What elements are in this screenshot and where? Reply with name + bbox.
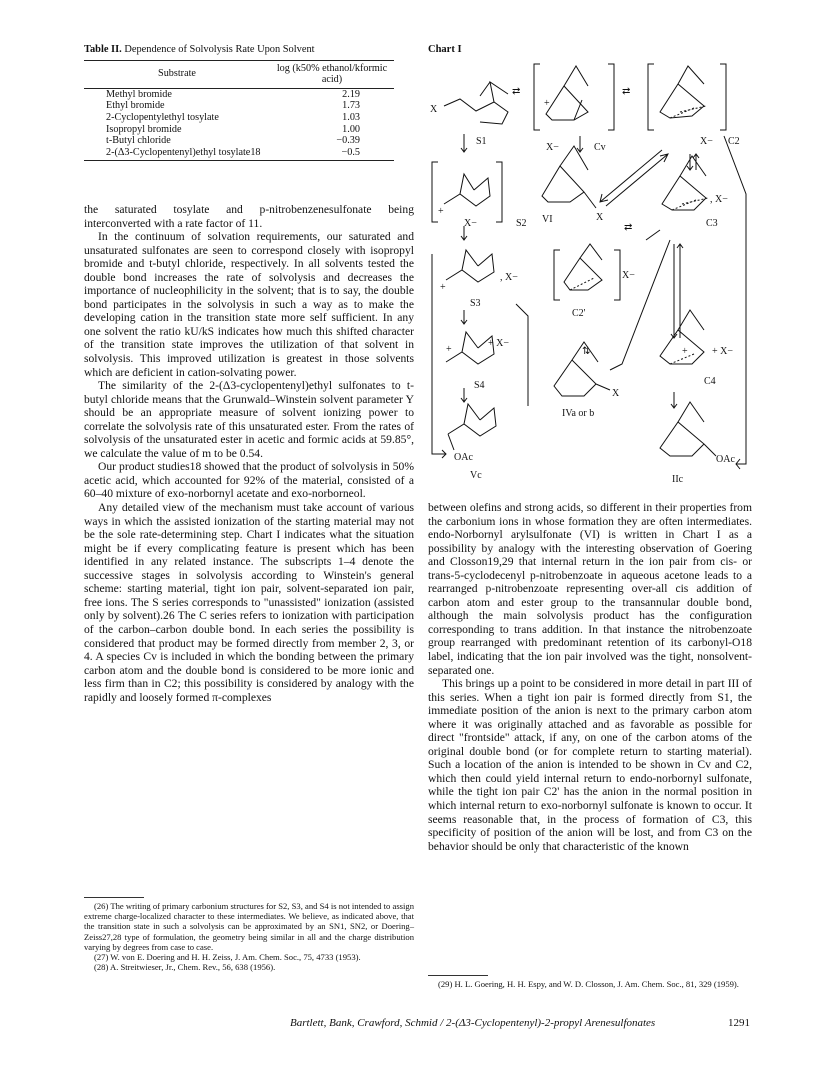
- footnotes-right: [428, 979, 752, 989]
- arrow-eq-c2p: ⇅: [582, 346, 591, 357]
- substrate-cell: Ethyl bromide: [106, 100, 165, 112]
- footnote-28: (28) A. Streitwieser, Jr., Chem. Rev., 56, 638 (1956).: [94, 962, 276, 973]
- structure-vi: [542, 146, 604, 225]
- structure-c3: [662, 156, 728, 229]
- right-paragraph-2: This brings up a point to be considered in more detail in part III of this series. When a tight ion pair is formed directly from S1, the immediate position of the anion is next to the primary carbon atom where it was originally attached and as favorable as possible for direct "frontside" attack, if any, on one of the carbon atoms of the original double bond (or for complete return to starting material). Such a location of the anion is intended to be shown in Cv and C2, which then could yield internal return to endo-norbornyl sulfonate, while the tight ion pair C2' has the anion in the normal position in which internal return to exo-norbornyl sulfonate is known to occur. It seems reasonable that, in the process of formation of C3, this specificity of position of the anion will be lost, and from C3 on the behavior should be only that characteristic of the known: [428, 677, 752, 853]
- label-xminus-c2: X−: [700, 136, 713, 147]
- label-s1: S1: [476, 136, 487, 147]
- label-iva: IVa or b: [562, 408, 595, 419]
- label-plus-s3: +: [440, 282, 446, 293]
- label-plus-s2: +: [438, 206, 444, 217]
- substrate-cell: Isopropyl bromide: [106, 123, 182, 135]
- label-plus-cv: +: [544, 98, 550, 109]
- label-vc: Vc: [470, 470, 482, 481]
- label-plusxminus-s4: + X−: [488, 338, 510, 349]
- structure-c2: [648, 64, 740, 147]
- label-c3: C3: [706, 218, 718, 229]
- label-c2-prime: C2': [572, 308, 586, 319]
- log-value-cell: 1.03: [342, 111, 360, 123]
- table-row: [84, 147, 394, 161]
- col-log: log (k50% ethanol/kformic acid): [276, 62, 388, 86]
- footnote-27: (27) W. von E. Doering and H. H. Zeiss, J. Am. Chem. Soc., 75, 4733 (1953).: [94, 952, 361, 963]
- arrow-eq-2: ⇄: [622, 86, 631, 97]
- left-paragraph-3: The similarity of the 2-(Δ3-cyclopentenyl)ethyl sulfonates to t-butyl chloride means that the Grunwald–Winstein solvent parameter Y should be an appropriate measure of solvent ionizing power to correlate the solvolysis rate of this unsaturated ester. From the rates of solvolysis of the unsaturated ester in acetic and formic acids at 59.85°, we calculate the value of m to be 0.54.: [84, 379, 414, 460]
- right-paragraph-1: between olefins and strong acids, so different in their properties from the carbonium ions in whose formation they are often intermediates. endo-Norbornyl arylsulfonate (VI) is written in Chart I as a possibility by analogy with the interesting observation of Goering and Closson19,29 that internal return in the ion pair from cis- or trans-5-cyclodecenyl p-nitrobenzoate in aqueous acetone leads to a rearranged p-nitrobenzoate representing over-all cis addition of carbon atom and ester group to the transannular double bond, although the main solvolysis product has the configuration corresponding to trans addition. In that instance the nitrobenzoate group rearranged with predominant retention of its carbonyl-O18 label, indicating that the ion pair involved was the tight, nonsolvent-separated one.: [428, 501, 752, 677]
- table-row: [84, 112, 394, 124]
- label-xminus-c2p: X−: [622, 270, 635, 281]
- label-xminus-s3: , X−: [500, 272, 518, 283]
- left-paragraph-1: the saturated tosylate and p-nitrobenzenesulfonate being interconverted with a rate factor of 11.: [84, 203, 414, 230]
- label-xminus-c3: , X−: [710, 194, 728, 205]
- solvent-table: [84, 60, 394, 162]
- label-plus-s4: +: [446, 344, 452, 355]
- substrate-cell: t-Butyl chloride: [106, 135, 171, 147]
- label-vi: VI: [542, 214, 553, 225]
- footnote-26: (26) The writing of primary carbonium structures for S2, S3, and S4 is not intended to assign extreme charge-localized character to these intermediates. We believe, as indicated above, that the transition state in such a solvolysis can be approximated by an SN1, SN2, or Doering–Zeiss27,28 type of formulation, the geometry being similar in all and the charge distribution varying by degrees from case to case.: [84, 901, 414, 952]
- footnote-29: (29) H. L. Goering, H. H. Espy, and W. D. Closson, J. Am. Chem. Soc., 81, 329 (1959).: [438, 979, 739, 989]
- left-column-text: [84, 203, 414, 704]
- chart-title: Chart I: [428, 44, 462, 55]
- label-c4: C4: [704, 376, 716, 387]
- label-xminus-cv: X−: [546, 142, 559, 153]
- table-row: [84, 135, 394, 147]
- arrow-eq-1: ⇄: [512, 86, 521, 97]
- label-x-vi: X: [596, 212, 604, 223]
- left-paragraph-5: Any detailed view of the mechanism must take account of various ways in which the assisted ionization of the starting material may not be the sole rate-determining step. Chart I indicates what the situation might be if every complicating feature is present which has been identified in any related instance. The subscripts 1–4 denote the successive stages in solvolysis according to Winstein's general scheme: starting material, tight ion pair, solvent-separated ion pair, free ions. The S series corresponds to "unassisted" ionization (assisted only by solvent).26 The C series refers to ionization with participation of the carbon–carbon double bond. In each series the possibility is considered that product may be formed directly from member 2, 3, or 4. A species Cv is included in which the bonding between the primary carbon atom and the double bond is considered to be more ionic and less firm than in C2; this possibility is considered by analogy with the rapidly and loosely formed π-complexes: [84, 501, 414, 704]
- label-cv: Cv: [594, 142, 606, 153]
- table-row: [84, 124, 394, 136]
- chart-i-scheme: [424, 54, 754, 494]
- table-ii: [84, 44, 394, 161]
- structure-c2-prime: [554, 244, 635, 319]
- log-value-cell: 2.19: [342, 88, 360, 100]
- table-caption-text: Dependence of Solvolysis Rate Upon Solvent: [124, 44, 315, 55]
- label-oac-vc: OAc: [454, 452, 473, 463]
- left-paragraph-4: Our product studies18 showed that the product of solvolysis in 50% acetic acid, which accounted for 92% of the material, consisted of a 60–40 mixture of exo-norbornyl acetate and exo-norborneol.: [84, 460, 414, 501]
- label-plus-c4: +: [682, 346, 688, 357]
- footer-citation: Bartlett, Bank, Crawford, Schmid / 2-(Δ3-Cyclopentenyl)-2-propyl Arenesulfonates: [290, 1017, 656, 1029]
- footnote-rule-right: [428, 975, 488, 976]
- page-footer: [290, 1017, 750, 1029]
- table-label: Table II.: [84, 44, 122, 55]
- table-body: [84, 88, 394, 161]
- structure-s3: [440, 250, 518, 309]
- label-c2: C2: [728, 136, 740, 147]
- label-iic: IIc: [672, 474, 684, 485]
- label-x-s1: X: [430, 104, 438, 115]
- structure-c4: [660, 310, 733, 387]
- log-value-cell: −0.5: [270, 147, 394, 161]
- structure-s2: [432, 162, 527, 229]
- table-caption: [84, 44, 394, 56]
- log-value-cell: 1.00: [342, 123, 360, 135]
- label-s2: S2: [516, 218, 527, 229]
- label-s4: S4: [474, 380, 485, 391]
- structure-s4: [446, 332, 509, 391]
- structure-s1: [430, 82, 508, 147]
- footnote-rule-left: [84, 897, 144, 898]
- arrow-eq-vi: ⇄: [624, 222, 633, 233]
- right-column-text: [428, 501, 752, 853]
- substrate-cell: Methyl bromide: [106, 88, 172, 100]
- structure-cv: [534, 64, 614, 153]
- structure-vc: [448, 404, 496, 481]
- left-paragraph-2: In the continuum of solvation requirements, our saturated and unsaturated sulfonates are seen to correspond closely with isopropyl bromide and t-butyl chloride, respectively. In all solvents tested the double bond increases the rate of solvolysis and decreases the importance of nucleophilicity in the solvent; that is to say, the double bond participates in the solvolysis in such a way as to make the developing cation in the transition state more self sufficient. In any one solvent the ratio kU/kS indicates how much this shifted character of the transition state improves the utilization of that solvent in solvolysis. This improved utilization is greatest in those solvents which are deficient in cation-solvating power.: [84, 230, 414, 379]
- page-number: 1291: [728, 1017, 750, 1029]
- log-value-cell: −0.39: [336, 135, 360, 147]
- footnotes-left: [84, 901, 414, 972]
- table-row: [84, 88, 394, 100]
- structure-iic: [660, 402, 735, 485]
- label-s3: S3: [470, 298, 481, 309]
- table-row: [84, 100, 394, 112]
- substrate-cell: 2-(Δ3-Cyclopentenyl)ethyl tosylate18: [84, 147, 270, 161]
- substrate-cell: 2-Cyclopentylethyl tosylate: [106, 111, 219, 123]
- label-oac-iic: OAc: [716, 454, 735, 465]
- col-substrate: Substrate: [158, 68, 196, 80]
- label-xminus-s2: X−: [464, 218, 477, 229]
- label-plusxminus-c4: + X−: [712, 346, 734, 357]
- label-x-iva: X: [612, 388, 620, 399]
- log-value-cell: 1.73: [342, 100, 360, 112]
